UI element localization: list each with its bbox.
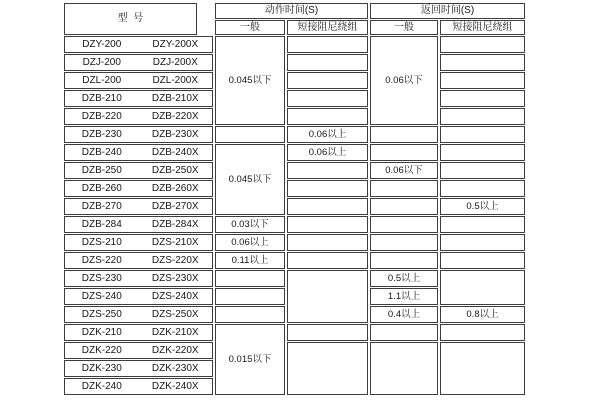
value-cell (287, 252, 368, 269)
value-cell (370, 252, 438, 269)
value-cell (370, 342, 438, 395)
return-time-header: 返回时间(S) (370, 3, 525, 19)
model-cell (64, 288, 213, 305)
value-cell (440, 342, 525, 395)
model-text: DZK-240 (81, 380, 122, 392)
value-cell: 1.1以上 (370, 288, 438, 305)
model-x-text: DZB-284X (151, 218, 199, 230)
model-x-text: DZS-250X (151, 308, 199, 320)
value-cell: 0.06以下 (370, 36, 438, 125)
value-cell (440, 144, 525, 161)
model-text: DZK-210 (81, 326, 122, 338)
value-cell: 0.03以下 (215, 216, 285, 233)
value-cell (370, 234, 438, 251)
model-x-text: DZJ-200X (152, 56, 198, 68)
model-cell (64, 198, 213, 215)
model-text: DZJ-200 (82, 56, 121, 68)
model-cell (64, 144, 213, 161)
model-cell (64, 216, 213, 233)
value-cell: 0.06以下 (370, 162, 438, 179)
model-x-text: DZY-200X (152, 38, 199, 50)
model-cell (64, 36, 213, 53)
value-cell (440, 162, 525, 179)
model-cell (64, 324, 213, 341)
model-text: DZL-200 (82, 74, 122, 86)
model-cell (64, 126, 213, 143)
value-cell (287, 162, 368, 179)
value-cell (440, 72, 525, 89)
value-cell (370, 126, 438, 143)
value-cell (215, 306, 285, 323)
value-cell (287, 270, 368, 323)
value-cell (215, 288, 285, 305)
model-text: DZS-210 (81, 236, 122, 248)
return-general-header: 一般 (370, 20, 438, 35)
model-cell (64, 252, 213, 269)
model-cell (64, 342, 213, 359)
value-cell: 0.5以上 (440, 198, 525, 215)
value-cell: 0.11以上 (215, 252, 285, 269)
model-x-text: DZK-210X (151, 326, 199, 338)
value-cell (287, 324, 368, 341)
value-cell (287, 36, 368, 53)
value-cell (287, 72, 368, 89)
model-text: DZB-240 (81, 146, 122, 158)
model-cell (64, 180, 213, 197)
model-text: DZK-230 (81, 362, 122, 374)
model-text: DZS-220 (81, 254, 122, 266)
model-cell (64, 234, 213, 251)
value-cell (440, 216, 525, 233)
action-damping-header: 短接阻尼绕组 (287, 20, 368, 35)
model-x-text: DZS-220X (151, 254, 199, 266)
model-cell (64, 378, 213, 395)
value-cell: 0.4以上 (370, 306, 438, 323)
model-cell (64, 54, 213, 71)
action-general-header: 一般 (215, 20, 285, 35)
value-cell: 0.5以上 (370, 270, 438, 287)
value-cell (370, 180, 438, 197)
value-cell (287, 108, 368, 125)
model-cell (64, 270, 213, 287)
spec-table (64, 3, 525, 395)
value-cell (287, 90, 368, 107)
model-x-text: DZB-270X (151, 200, 199, 212)
value-cell (440, 252, 525, 269)
model-text: DZB-260 (81, 182, 122, 194)
model-text: DZS-250 (81, 308, 122, 320)
model-x-text: DZB-240X (151, 146, 199, 158)
action-time-header: 动作时间(S) (215, 3, 368, 19)
value-cell (215, 270, 285, 287)
value-cell (287, 342, 368, 395)
value-cell (287, 216, 368, 233)
value-cell (440, 234, 525, 251)
model-x-text: DZS-210X (151, 236, 199, 248)
model-text: DZB-250 (81, 164, 122, 176)
model-x-text: DZB-210X (151, 92, 199, 104)
value-cell (370, 216, 438, 233)
value-cell: 0.015以下 (215, 324, 285, 395)
model-text: DZB-210 (81, 92, 122, 104)
value-cell: 0.06以上 (287, 126, 368, 143)
model-text: DZK-220 (81, 344, 122, 356)
model-x-text: DZB-260X (151, 182, 199, 194)
model-text: DZS-240 (81, 290, 122, 302)
value-cell (370, 324, 438, 341)
model-x-text: DZB-250X (151, 164, 199, 176)
model-x-text: DZB-220X (151, 110, 199, 122)
value-cell (440, 90, 525, 107)
value-cell: 0.045以下 (215, 144, 285, 215)
model-text: DZS-230 (81, 272, 122, 284)
model-x-text: DZS-240X (151, 290, 199, 302)
model-text: DZB-284 (81, 218, 122, 230)
model-cell (64, 306, 213, 323)
value-cell (215, 126, 285, 143)
value-cell (440, 180, 525, 197)
model-x-text: DZK-220X (151, 344, 199, 356)
value-cell (440, 324, 525, 341)
return-damping-header: 短接阻尼绕组 (440, 20, 525, 35)
model-text: DZY-200 (82, 38, 122, 50)
model-x-text: DZL-200X (152, 74, 199, 86)
model-x-text: DZK-230X (151, 362, 199, 374)
value-cell: 0.06以上 (215, 234, 285, 251)
value-cell (287, 54, 368, 71)
value-cell (370, 144, 438, 161)
model-x-text: DZK-240X (151, 380, 199, 392)
value-cell (440, 270, 525, 305)
model-cell (64, 108, 213, 125)
model-cell (64, 72, 213, 89)
value-cell: 0.045以下 (215, 36, 285, 125)
value-cell (440, 54, 525, 71)
model-x-text: DZB-230X (151, 128, 199, 140)
model-text: DZB-220 (81, 110, 122, 122)
model-text: DZB-230 (81, 128, 122, 140)
model-cell (64, 360, 213, 377)
value-cell (370, 198, 438, 215)
value-cell (287, 198, 368, 215)
model-column-header: 型 号 (64, 3, 197, 35)
model-x-text: DZS-230X (151, 272, 199, 284)
value-cell: 0.06以上 (287, 144, 368, 161)
value-cell (440, 126, 525, 143)
value-cell (440, 108, 525, 125)
value-cell (440, 36, 525, 53)
model-text: DZB-270 (81, 200, 122, 212)
value-cell: 0.8以上 (440, 306, 525, 323)
value-cell (287, 180, 368, 197)
model-cell (64, 162, 213, 179)
value-cell (287, 234, 368, 251)
model-cell (64, 90, 213, 107)
